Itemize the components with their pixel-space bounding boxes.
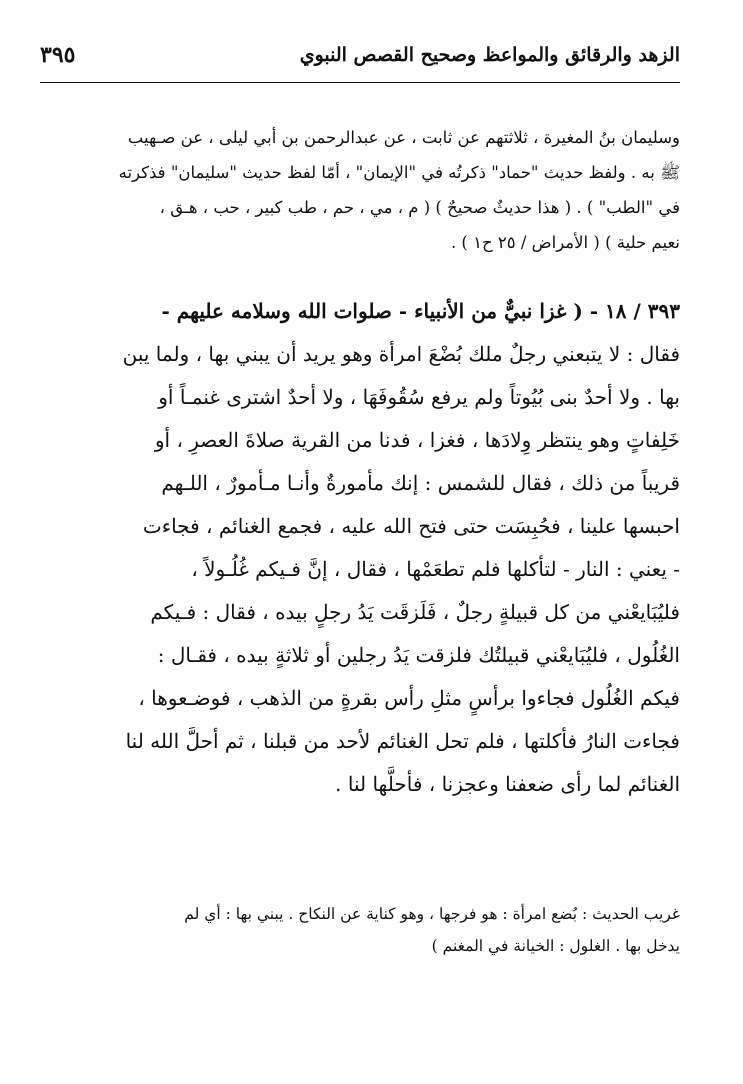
text-line: فجاءت النارُ فأكلتها ، فلم تحل الغنائم لأحد من قبلنا ، ثم أحلَّ الله لنا [125,729,680,753]
text-line: بها . ولا أحدٌ بنى بُيُوتاً ولم يرفع سُقُوفَهَا ، ولا أحدٌ اشترى غنمـاً أو [158,385,680,409]
text-line: الغُلُول ، فليُبَايعْني قبيلتُك فلزقت يَدُ رجلين أو ثلاثةٍ بيده ، فقـال : [157,643,680,667]
text-line: الغنائم لما رأى ضعفنا وعجزنا ، فأحلَّها لنا . [335,772,680,796]
text-line: خَلِفاتٍ وهو ينتظر وِلادَها ، فغزا ، فدنا من القرية صلاةَ العصرِ ، أو [154,428,680,452]
text-line: يدخل بها . الغلول : الخيانة في المغنم ) [431,937,680,955]
hadith-heading-line: ٣٩٣ / ١٨ - ( غزا نبيٌّ من الأنبياء - صلوات الله وسلامه عليهم - [161,299,680,323]
text-line: - يعني : النار - لتأكلها فلم تطعَمْها ، فقال ، إنَّ فـيكم غُلُـولاً ، [191,557,680,581]
text-line: قريباً من ذلك ، فقال للشمس : إنك مأمورةٌ وأنـا مـأمورٌ ، اللـهم [161,471,680,495]
running-header [40,38,680,78]
text-line: فيكم الغُلُول فجاءوا برأسٍ مثلِ رأس بقرةٍ من الذهب ، فوضـعوها ، [138,686,680,710]
text-line: فقال : لا يتبعني رجلٌ ملك بُضْعَ امرأة وهو يريد أن يبني بها ، ولما يبن [122,342,680,366]
text-line: ﷺ به . ولفظ حديث "حماد" ذكرتُه في "الإيمان" ، أمّا لفظ حديث "سليمان" فذكرته [118,163,680,182]
vocabulary-gloss [40,898,680,962]
book-title: الزهد والرقائق والمواعظ وصحيح القصص النبوي [299,44,680,66]
text-line: غريب الحديث : بُضع امرأة : هو فرجها ، وهو كناية عن النكاح . يبني بها : أي لم [184,905,680,923]
text-line: احبسها علينا ، فحُبِسَت حتى فتح الله عليه ، فجمع الغنائم ، فجاءت [142,514,680,538]
page-number: ٣٩٥ [40,42,76,68]
text-line: نعيم حلية ) ( الأمراض / ٢٥ ح١ ) . [450,233,680,252]
hadith-text [40,290,680,806]
previous-hadith-tail [40,120,680,260]
header-divider [40,82,680,83]
text-line: وسليمان بنُ المغيرة ، ثلاثتهم عن ثابت ، عن عبدالرحمن بن أبي ليلى ، عن صـهيب [127,128,680,147]
text-line: في "الطب" ) . ( هذا حديثٌ صحيحٌ ) ( م ، مي ، حم ، طب كبير ، حب ، هـق ، [159,198,680,217]
text-line: فليُبَايعْني من كل قبيلةٍ رجلٌ ، فَلَزقَت يَدُ رجلٍ بيده ، فقال : فـيكم [150,600,680,624]
